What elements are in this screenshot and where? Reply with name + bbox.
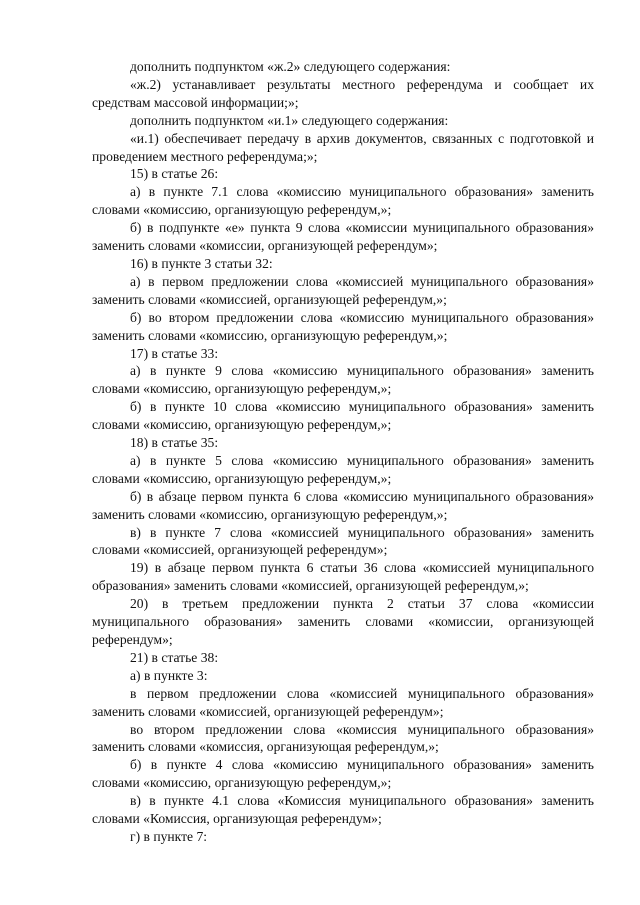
paragraph: б) в подпункте «е» пункта 9 слова «комиссии муниципального образования» заменить словами «комиссии, организующей референдум»; <box>92 220 594 254</box>
paragraph: 18) в статье 35: <box>130 435 219 451</box>
paragraph: а) в пункте 9 слова «комиссию муниципального образования» заменить словами «комиссию, организующую референдум,»; <box>92 363 594 397</box>
paragraph: б) в пункте 10 слова «комиссию муниципального образования» заменить словами «комиссию, организующую референдум,»; <box>92 399 594 433</box>
paragraph: 20) в третьем предложении пункта 2 статьи 37 слова «комиссии муниципального образования» заменить словами «комиссии, организующей референдум»; <box>92 596 594 647</box>
paragraph: 17) в статье 33: <box>130 345 219 361</box>
paragraph: дополнить подпунктом «и.1» следующего содержания: <box>130 112 449 128</box>
paragraph: «и.1) обеспечивает передачу в архив документов, связанных с подготовкой и проведением местного референдума;»; <box>92 130 594 164</box>
paragraph: 15) в статье 26: <box>130 166 219 182</box>
paragraph: а) в пункте 7.1 слова «комиссию муниципального образования» заменить словами «комиссию, организующую референдум,»; <box>92 184 594 218</box>
paragraph: в) в пункте 4.1 слова «Комиссия муниципального образования» заменить словами «Комиссия, организующая референдум»; <box>92 793 594 827</box>
paragraph: в первом предложении слова «комиссией муниципального образования» заменить словами «комиссией, организующей референдум»; <box>92 685 594 719</box>
paragraph: б) во втором предложении слова «комиссию муниципального образования» заменить словами «комиссию, организующую референдум,»; <box>92 309 594 343</box>
paragraph: б) в абзаце первом пункта 6 слова «комиссию муниципального образования» заменить словами «комиссию, организующую референдум,»; <box>92 488 594 522</box>
paragraph: во втором предложении слова «комиссия муниципального образования» заменить словами «комиссия, организующая референдум,»; <box>92 721 594 755</box>
paragraph: «ж.2) устанавливает результаты местного референдума и сообщает их средствам массовой информации;»; <box>92 76 594 110</box>
paragraph: б) в пункте 4 слова «комиссию муниципального образования» заменить словами «комиссию, организующую референдум,»; <box>92 757 594 791</box>
paragraph: 21) в статье 38: <box>130 649 219 665</box>
paragraph: дополнить подпунктом «ж.2» следующего содержания: <box>130 59 451 74</box>
paragraph: а) в пункте 3: <box>130 667 208 683</box>
paragraph: 19) в абзаце первом пункта 6 статьи 36 слова «комиссией муниципального образования» заменить словами «комиссией, организующей референдум,»; <box>92 560 594 594</box>
paragraph: в) в пункте 7 слова «комиссией муниципального образования» заменить словами «комиссией, организующей референдум»; <box>92 524 594 558</box>
paragraph: а) в первом предложении слова «комиссией муниципального образования» заменить словами «комиссией, организующей референдум,»; <box>92 273 594 307</box>
paragraph: г) в пункте 7: <box>130 828 208 844</box>
paragraph: а) в пункте 5 слова «комиссию муниципального образования» заменить словами «комиссию, организующую референдум,»; <box>92 452 594 486</box>
document-page <box>92 58 594 846</box>
paragraph: 16) в пункте 3 статьи 32: <box>130 255 273 271</box>
